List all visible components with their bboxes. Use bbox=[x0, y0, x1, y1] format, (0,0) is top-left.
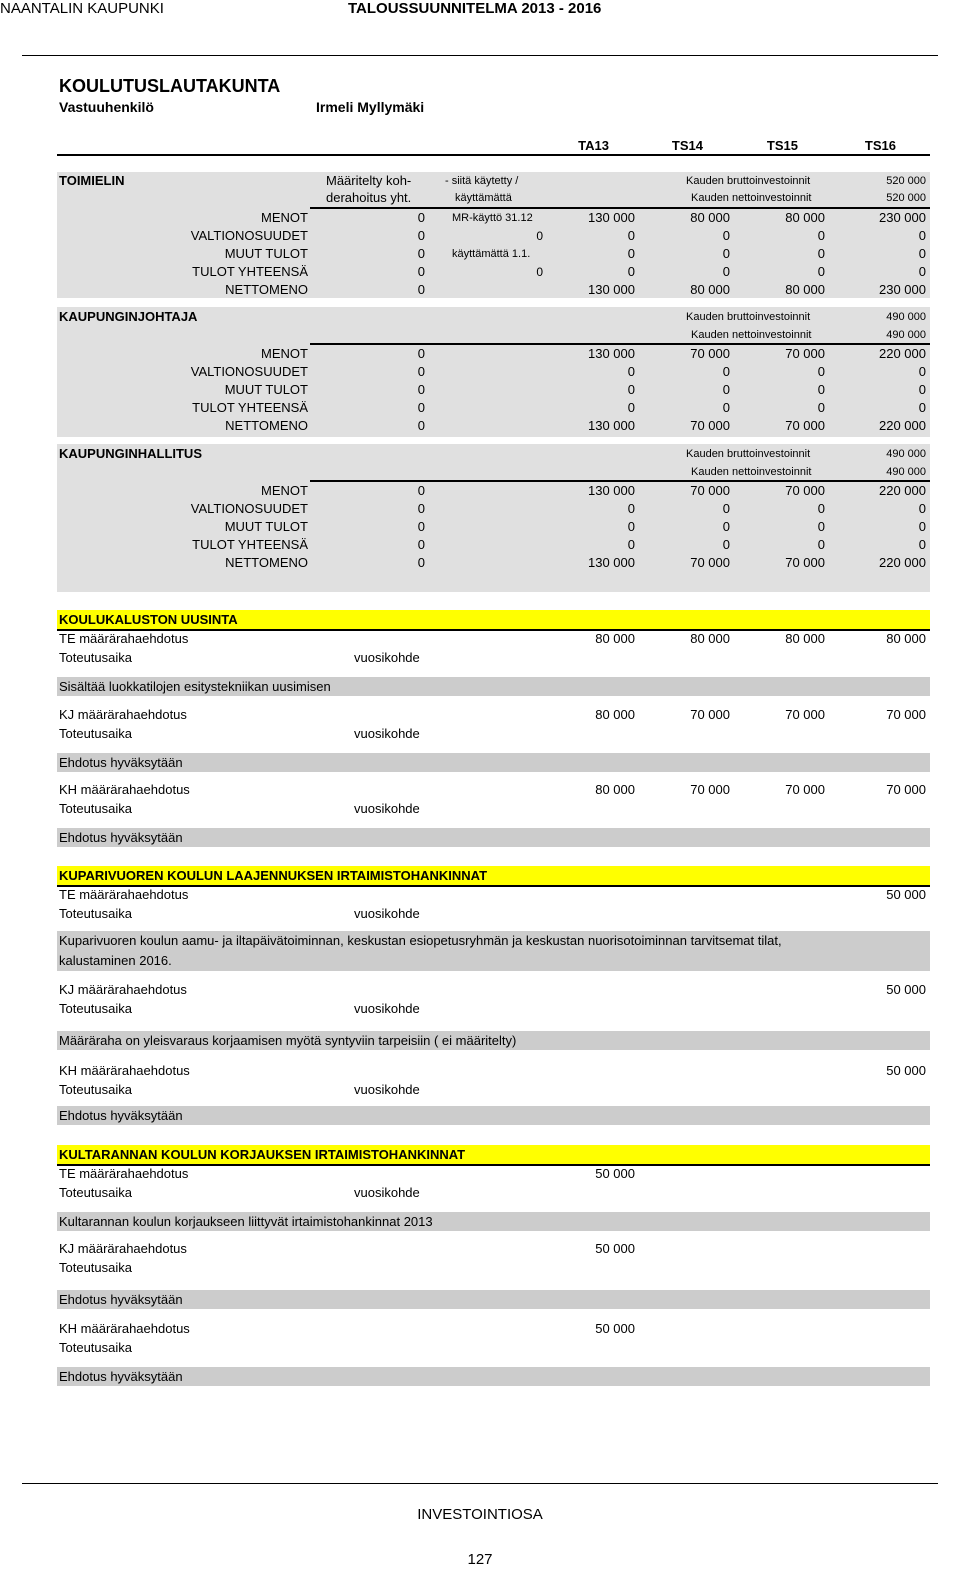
project3-note1: Kultarannan koulun korjaukseen liittyvät irtaimistohankinnat 2013 bbox=[59, 1214, 433, 1229]
kh-ts16: 50 000 bbox=[886, 1063, 926, 1078]
te-ts16: 50 000 bbox=[886, 887, 926, 902]
kj-label: KJ määrärahaehdotus bbox=[59, 982, 187, 997]
cell-ta13: 0 bbox=[627, 264, 635, 279]
project3-note2-bg bbox=[57, 1290, 930, 1309]
gross-value: 490 000 bbox=[886, 311, 926, 323]
cell-ts14: 0 bbox=[722, 400, 730, 415]
cell-ts14: 0 bbox=[722, 364, 730, 379]
toteutusaika-label: Toteutusaika bbox=[59, 726, 132, 741]
vuosikohde-label: vuosikohde bbox=[354, 906, 420, 921]
cell-ts16: 230 000 bbox=[879, 282, 926, 297]
footer-section: INVESTOINTIOSA bbox=[417, 1506, 543, 1523]
cell-ta13: 0 bbox=[627, 537, 635, 552]
summary-kaupunginjohtaja-name: KAUPUNGINJOHTAJA bbox=[59, 309, 198, 324]
row-label: VALTIONOSUUDET bbox=[190, 501, 308, 516]
cell-ts15: 0 bbox=[817, 519, 825, 534]
gross-value: 490 000 bbox=[886, 448, 926, 460]
kh-label: KH määrärahaehdotus bbox=[59, 1321, 190, 1336]
vuosikohde-label: vuosikohde bbox=[354, 650, 420, 665]
cell-ta13: 0 bbox=[627, 501, 635, 516]
row-c1: 0 bbox=[417, 382, 425, 397]
cell-ts15: 70 000 bbox=[785, 483, 825, 498]
row-c1: 0 bbox=[417, 346, 425, 361]
cell-ts15: 80 000 bbox=[785, 282, 825, 297]
kj-ts16: 50 000 bbox=[886, 982, 926, 997]
kh-label: KH määrärahaehdotus bbox=[59, 1063, 190, 1078]
net-label: Kauden nettoinvestoinnit bbox=[691, 192, 812, 204]
row-c1: 0 bbox=[417, 264, 425, 279]
cell-ts14: 70 000 bbox=[690, 418, 730, 433]
net-value: 490 000 bbox=[886, 329, 926, 341]
cell-ts14: 0 bbox=[722, 228, 730, 243]
te-ta13: 50 000 bbox=[595, 1166, 635, 1181]
cell-ts16: 0 bbox=[918, 400, 926, 415]
cell-ts14: 0 bbox=[722, 537, 730, 552]
row-c1: 0 bbox=[417, 418, 425, 433]
kayttamatta-label: käyttämättä 1.1. bbox=[452, 248, 531, 260]
row-c1: 0 bbox=[417, 519, 425, 534]
kh-label: KH määrärahaehdotus bbox=[59, 782, 190, 797]
cell-ts14: 0 bbox=[722, 264, 730, 279]
project1-note2-bg bbox=[57, 753, 930, 772]
row-label: NETTOMENO bbox=[225, 418, 308, 433]
year-ts15: TS15 bbox=[766, 138, 798, 153]
row-c2: 0 bbox=[536, 265, 543, 279]
cell-ta13: 130 000 bbox=[588, 555, 635, 570]
net-label: Kauden nettoinvestoinnit bbox=[691, 329, 812, 341]
project3-note3: Ehdotus hyväksytään bbox=[59, 1369, 183, 1384]
kh-ts14: 70 000 bbox=[690, 782, 730, 797]
row-c1: 0 bbox=[417, 210, 425, 225]
row-label: MUUT TULOT bbox=[224, 246, 308, 261]
gross-label: Kauden bruttoinvestoinnit bbox=[686, 448, 811, 460]
kj-ts15: 70 000 bbox=[785, 707, 825, 722]
cell-ts14: 70 000 bbox=[690, 483, 730, 498]
cell-ts16: 220 000 bbox=[879, 346, 926, 361]
cell-ts15: 80 000 bbox=[785, 210, 825, 225]
cell-ts16: 0 bbox=[918, 537, 926, 552]
te-ts15: 80 000 bbox=[785, 631, 825, 646]
kj-ta13: 80 000 bbox=[595, 707, 635, 722]
cell-ta13: 130 000 bbox=[588, 282, 635, 297]
cell-ts16: 0 bbox=[918, 246, 926, 261]
summary-kaupunginhallitus-name: KAUPUNGINHALLITUS bbox=[59, 446, 202, 461]
row-label: TULOT YHTEENSÄ bbox=[192, 400, 308, 415]
cell-ts16: 230 000 bbox=[879, 210, 926, 225]
row-c1: 0 bbox=[417, 400, 425, 415]
project2-title: KUPARIVUOREN KOULUN LAAJENNUKSEN IRTAIMISTOHANKINNAT bbox=[59, 868, 488, 883]
project1-note2: Ehdotus hyväksytään bbox=[59, 755, 183, 770]
year-ts16: TS16 bbox=[864, 138, 896, 153]
toteutusaika-label: Toteutusaika bbox=[59, 1082, 132, 1097]
vuosikohde-label: vuosikohde bbox=[354, 1001, 420, 1016]
cell-ts15: 70 000 bbox=[785, 418, 825, 433]
row-c1: 0 bbox=[417, 501, 425, 516]
toteutusaika-label: Toteutusaika bbox=[59, 801, 132, 816]
mr-label: MR-käyttö 31.12 bbox=[452, 212, 533, 224]
row-c1: 0 bbox=[417, 537, 425, 552]
cell-ts16: 0 bbox=[918, 264, 926, 279]
row-label: MENOT bbox=[261, 483, 308, 498]
project2-note3: Ehdotus hyväksytään bbox=[59, 1108, 183, 1123]
cell-ts16: 0 bbox=[918, 364, 926, 379]
row-label: MENOT bbox=[261, 346, 308, 361]
cell-ts15: 0 bbox=[817, 501, 825, 516]
row-label: MUUT TULOT bbox=[224, 382, 308, 397]
vuosikohde-label: vuosikohde bbox=[354, 1082, 420, 1097]
cell-ts15: 0 bbox=[817, 400, 825, 415]
te-ts14: 80 000 bbox=[690, 631, 730, 646]
net-value: 520 000 bbox=[886, 192, 926, 204]
row-label: VALTIONOSUUDET bbox=[190, 364, 308, 379]
row-label: TULOT YHTEENSÄ bbox=[192, 537, 308, 552]
gross-label: Kauden bruttoinvestoinnit bbox=[686, 175, 811, 187]
cell-ts15: 0 bbox=[817, 264, 825, 279]
row-c2: 0 bbox=[536, 229, 543, 243]
cell-ts15: 0 bbox=[817, 228, 825, 243]
footer-rule bbox=[22, 1483, 938, 1484]
cell-ta13: 130 000 bbox=[588, 210, 635, 225]
responsible-name: Irmeli Myllymäki bbox=[316, 99, 425, 115]
project1-note1: Sisältää luokkatilojen esitystekniikan uusimisen bbox=[59, 679, 331, 694]
year-ts14: TS14 bbox=[671, 138, 703, 153]
cell-ts14: 80 000 bbox=[690, 210, 730, 225]
cell-ts16: 220 000 bbox=[879, 483, 926, 498]
cell-ts14: 70 000 bbox=[690, 555, 730, 570]
cell-ta13: 0 bbox=[627, 228, 635, 243]
project3-note2: Ehdotus hyväksytään bbox=[59, 1292, 183, 1307]
summary-kaupunginjohtaja-rule bbox=[310, 343, 930, 345]
kj-label: KJ määrärahaehdotus bbox=[59, 1241, 187, 1256]
te-ts16: 80 000 bbox=[886, 631, 926, 646]
cell-ta13: 0 bbox=[627, 519, 635, 534]
project1-note3-bg bbox=[57, 828, 930, 847]
cell-ts15: 0 bbox=[817, 537, 825, 552]
project3-note3-bg bbox=[57, 1367, 930, 1386]
row-label: NETTOMENO bbox=[225, 555, 308, 570]
kh-ta13: 80 000 bbox=[595, 782, 635, 797]
kj-ta13: 50 000 bbox=[595, 1241, 635, 1256]
cell-ts16: 0 bbox=[918, 519, 926, 534]
row-c1: 0 bbox=[417, 282, 425, 297]
page-title: KOULUTUSLAUTAKUNTA bbox=[59, 76, 281, 96]
project2-note3-bg bbox=[57, 1106, 930, 1125]
cell-ta13: 0 bbox=[627, 400, 635, 415]
net-value: 490 000 bbox=[886, 466, 926, 478]
te-label: TE määrärahaehdotus bbox=[59, 1166, 189, 1181]
toteutusaika-label: Toteutusaika bbox=[59, 1260, 132, 1275]
row-c1: 0 bbox=[417, 483, 425, 498]
cell-ts16: 0 bbox=[918, 501, 926, 516]
row-c1: 0 bbox=[417, 555, 425, 570]
cell-ta13: 0 bbox=[627, 382, 635, 397]
project1-note3: Ehdotus hyväksytään bbox=[59, 830, 183, 845]
cell-ta13: 130 000 bbox=[588, 346, 635, 361]
cell-ta13: 130 000 bbox=[588, 483, 635, 498]
year-header-rule bbox=[57, 154, 930, 156]
row-label: TULOT YHTEENSÄ bbox=[192, 264, 308, 279]
cell-ta13: 130 000 bbox=[588, 418, 635, 433]
project3-title: KULTARANNAN KOULUN KORJAUKSEN IRTAIMISTOHANKINNAT bbox=[59, 1147, 466, 1162]
toteutusaika-label: Toteutusaika bbox=[59, 650, 132, 665]
summary-toimielin-rule bbox=[310, 207, 930, 209]
col1-header-line1: Määritelty koh- bbox=[326, 173, 412, 188]
cell-ts15: 0 bbox=[817, 382, 825, 397]
col2-header-line1: - siitä käytetty / bbox=[445, 175, 519, 187]
te-ta13: 80 000 bbox=[595, 631, 635, 646]
row-c1: 0 bbox=[417, 246, 425, 261]
cell-ts16: 0 bbox=[918, 228, 926, 243]
cell-ta13: 0 bbox=[627, 364, 635, 379]
cell-ts14: 0 bbox=[722, 519, 730, 534]
plan-title: TALOUSSUUNNITELMA 2013 - 2016 bbox=[348, 0, 602, 17]
toteutusaika-label: Toteutusaika bbox=[59, 1340, 132, 1355]
row-label: MENOT bbox=[261, 210, 308, 225]
summary-kaupunginhallitus-rule bbox=[310, 480, 930, 482]
cell-ta13: 0 bbox=[627, 246, 635, 261]
cell-ts14: 0 bbox=[722, 501, 730, 516]
project1-title: KOULUKALUSTON UUSINTA bbox=[59, 612, 238, 627]
summary-toimielin-name: TOIMIELIN bbox=[59, 173, 125, 188]
project2-note1: Kuparivuoren koulun aamu- ja iltapäivätoiminnan, keskustan esiopetusryhmän ja keskustan nuorisotoiminnan tarvitsemat tilat, kalustaminen 2016. bbox=[59, 933, 782, 968]
kh-ts15: 70 000 bbox=[785, 782, 825, 797]
row-label: MUUT TULOT bbox=[224, 519, 308, 534]
kh-ta13: 50 000 bbox=[595, 1321, 635, 1336]
cell-ts16: 0 bbox=[918, 382, 926, 397]
gross-value: 520 000 bbox=[886, 175, 926, 187]
city-name: NAANTALIN KAUPUNKI bbox=[0, 0, 164, 17]
year-ta13: TA13 bbox=[578, 138, 609, 153]
row-label: NETTOMENO bbox=[225, 282, 308, 297]
vuosikohde-label: vuosikohde bbox=[354, 726, 420, 741]
vuosikohde-label: vuosikohde bbox=[354, 1185, 420, 1200]
toteutusaika-label: Toteutusaika bbox=[59, 1001, 132, 1016]
col1-header-line2: derahoitus yht. bbox=[326, 190, 412, 205]
cell-ts15: 70 000 bbox=[785, 555, 825, 570]
te-label: TE määrärahaehdotus bbox=[59, 887, 189, 902]
te-label: TE määrärahaehdotus bbox=[59, 631, 189, 646]
gross-label: Kauden bruttoinvestoinnit bbox=[686, 311, 811, 323]
kj-ts16: 70 000 bbox=[886, 707, 926, 722]
col2-header-line2: käyttämättä bbox=[455, 192, 512, 204]
cell-ts14: 70 000 bbox=[690, 346, 730, 361]
cell-ts16: 220 000 bbox=[879, 418, 926, 433]
responsible-label: Vastuuhenkilö bbox=[59, 99, 154, 115]
cell-ts15: 0 bbox=[817, 364, 825, 379]
cell-ts14: 0 bbox=[722, 246, 730, 261]
cell-ts14: 80 000 bbox=[690, 282, 730, 297]
project2-note2: Määräraha on yleisvaraus korjaamisen myötä syntyviin tarpeisiin ( ei määritelty) bbox=[59, 1033, 517, 1048]
cell-ts14: 0 bbox=[722, 382, 730, 397]
page-number: 127 bbox=[467, 1551, 493, 1568]
vuosikohde-label: vuosikohde bbox=[354, 801, 420, 816]
header-rule bbox=[22, 55, 938, 56]
kj-ts14: 70 000 bbox=[690, 707, 730, 722]
kj-label: KJ määrärahaehdotus bbox=[59, 707, 187, 722]
toteutusaika-label: Toteutusaika bbox=[59, 906, 132, 921]
row-c1: 0 bbox=[417, 228, 425, 243]
row-label: VALTIONOSUUDET bbox=[190, 228, 308, 243]
cell-ts15: 0 bbox=[817, 246, 825, 261]
cell-ts16: 220 000 bbox=[879, 555, 926, 570]
toteutusaika-label: Toteutusaika bbox=[59, 1185, 132, 1200]
net-label: Kauden nettoinvestoinnit bbox=[691, 466, 812, 478]
kh-ts16: 70 000 bbox=[886, 782, 926, 797]
cell-ts15: 70 000 bbox=[785, 346, 825, 361]
row-c1: 0 bbox=[417, 364, 425, 379]
